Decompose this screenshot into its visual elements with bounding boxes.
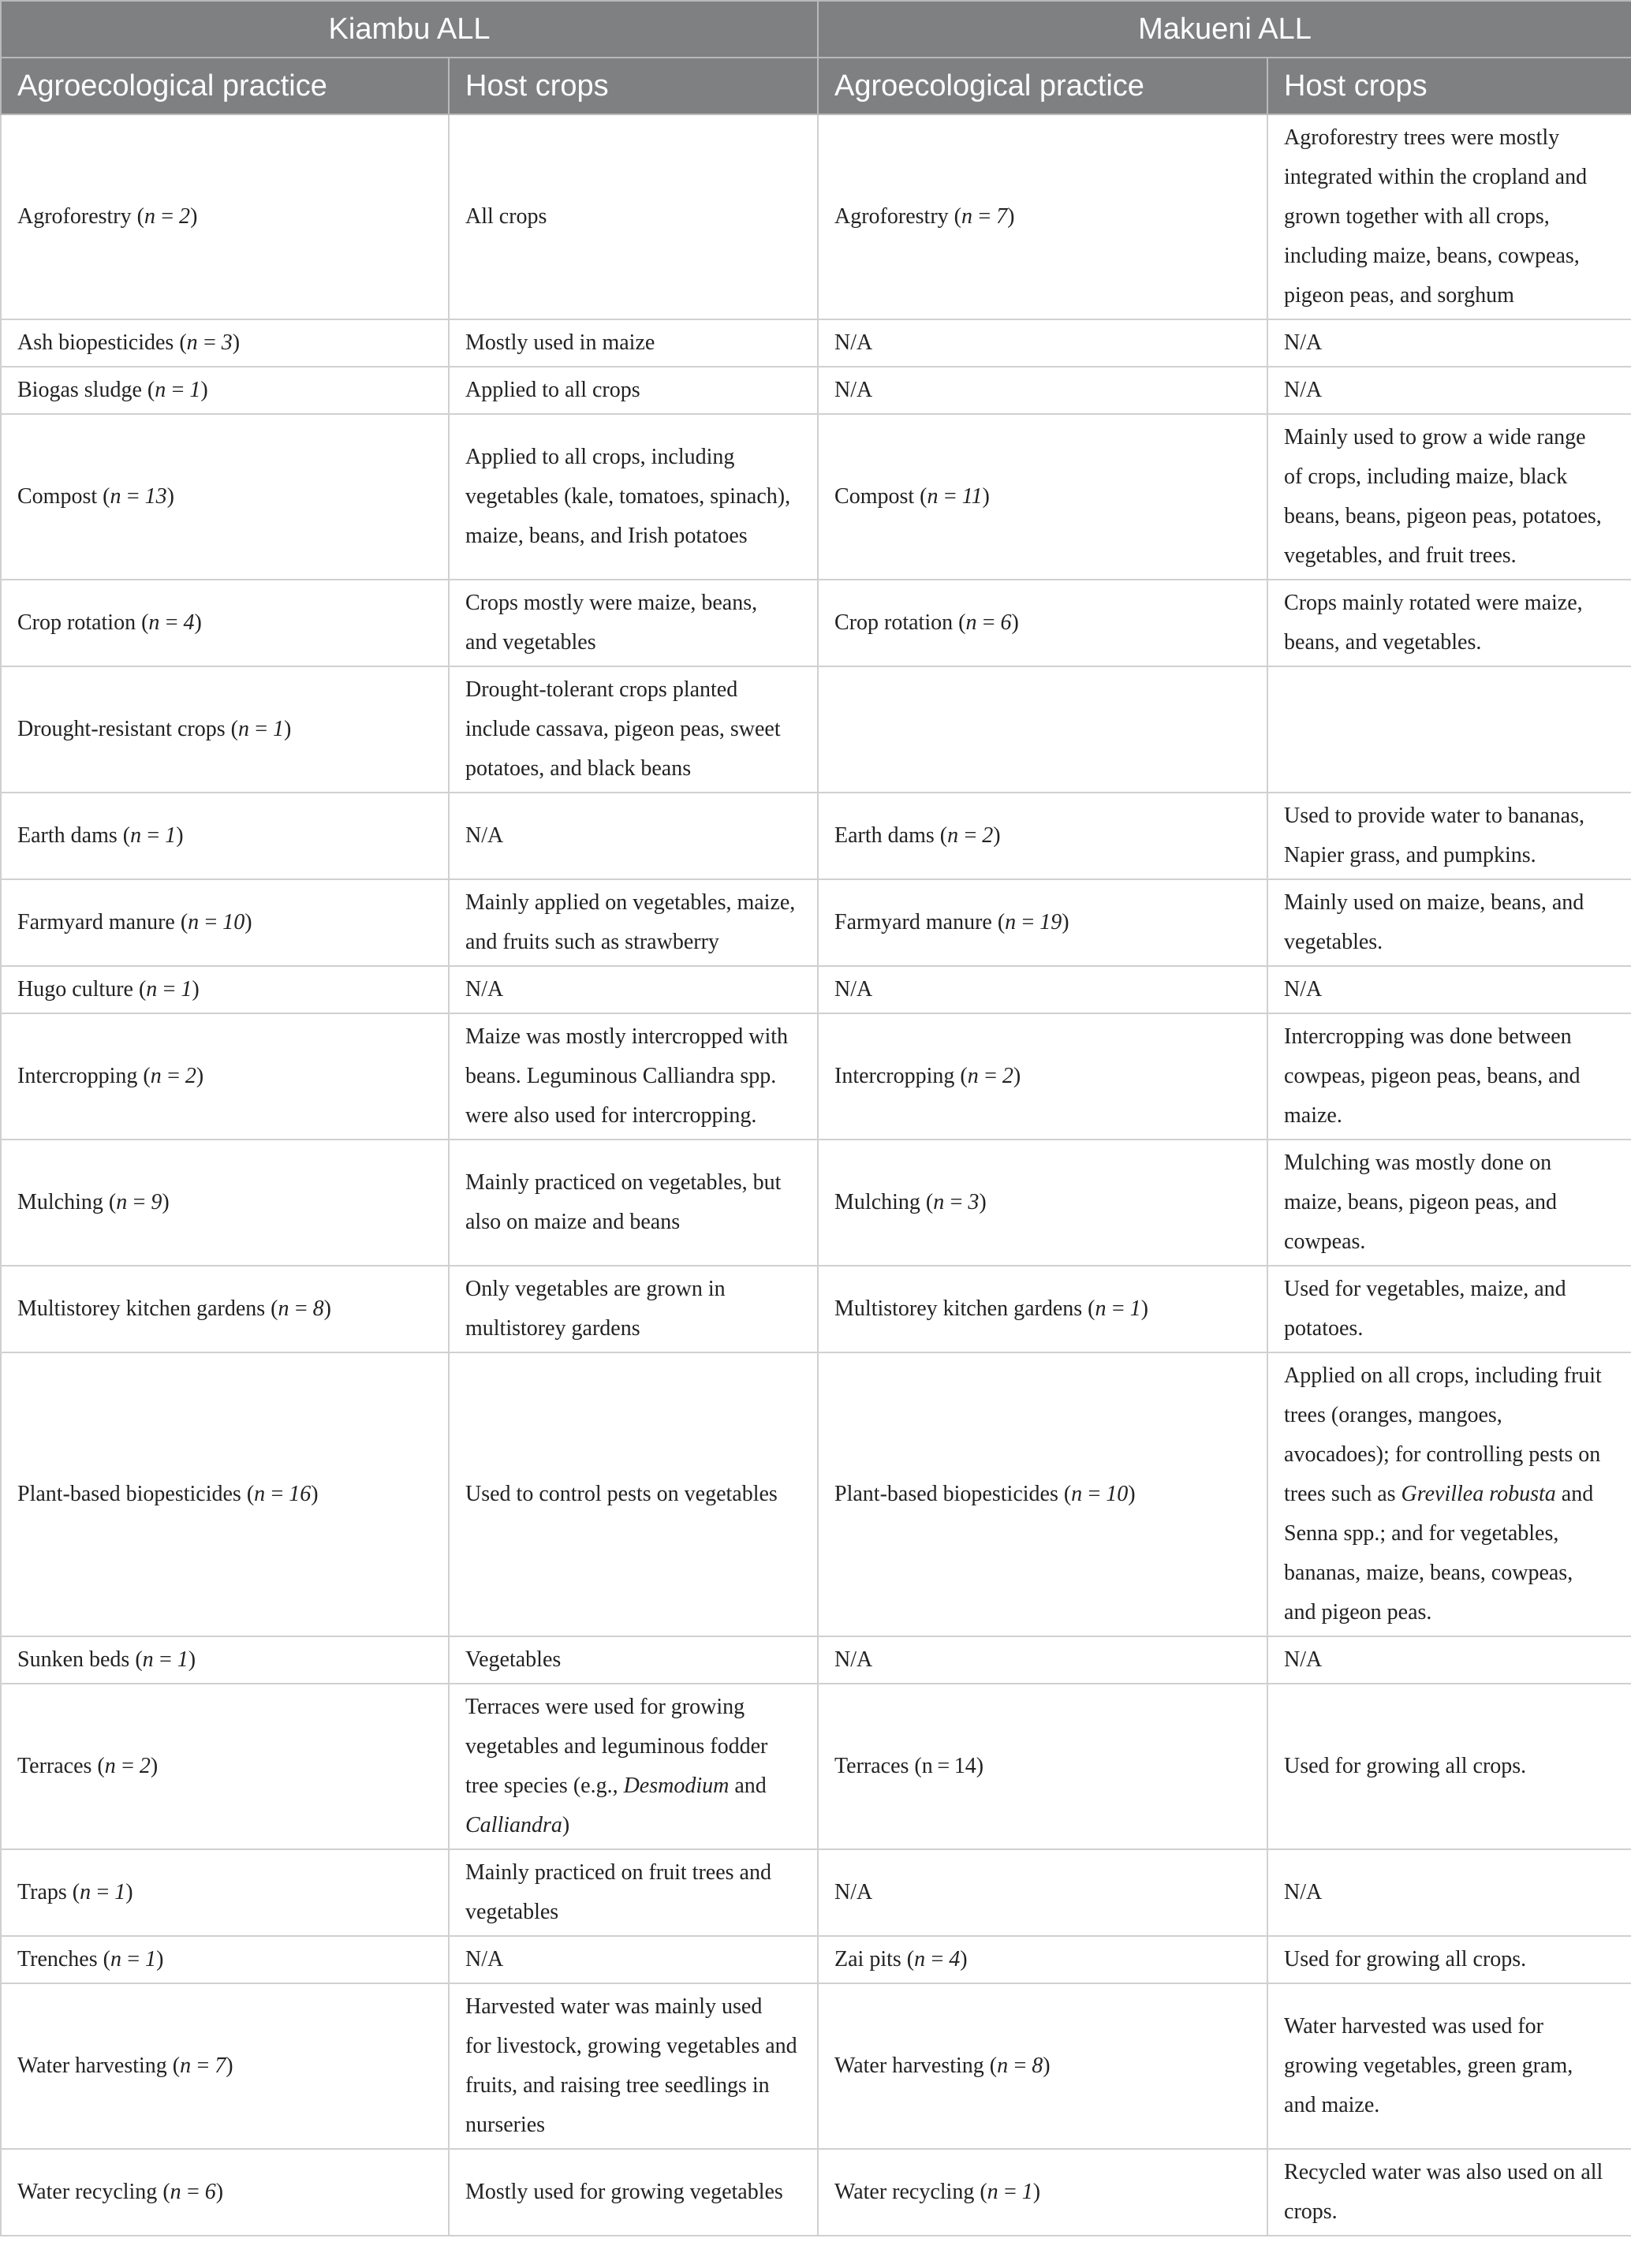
kiambu-sample-size: n = 3 [186,330,233,355]
makueni-crops-line: Used for vegetables, maize, and [1284,1277,1566,1301]
makueni-practice-cell: Crop rotation (n = 6) [818,580,1267,666]
kiambu-sample-size: n = 9 [116,1190,162,1214]
table-row [1,1936,1631,1983]
makueni-crops-cell [1267,1983,1631,2149]
kiambu-crops-cell [449,666,818,793]
makueni-sample-size: n = 7 [961,204,1008,229]
kiambu-practice-cell: Ash biopesticides (n = 3) [1,319,449,367]
makueni-practice-cell [818,319,1267,367]
makueni-crops-cell [1267,1684,1631,1849]
makueni-crops-line: Agroforestry trees were mostly [1284,125,1560,150]
kiambu-practice-name: Ash biopesticides [17,330,174,355]
kiambu-crops-line: Terraces were used for growing [465,1695,745,1719]
makueni-practice-name: Compost [834,484,915,509]
makueni-practice-cell: Plant-based biopesticides (n = 10) [818,1352,1267,1636]
makueni-crops-cell [1267,319,1631,367]
table-row [1,666,1631,793]
kiambu-crops-line: Mainly applied on vegetables, maize, [465,890,796,915]
kiambu-practice-name: Hugo culture [17,977,133,1002]
table-row [1,793,1631,879]
makueni-crops-line: Recycled water was also used on all [1284,2160,1603,2184]
makueni-crops-cell [1267,1266,1631,1352]
table-row [1,1849,1631,1936]
kiambu-sample-size: n = 16 [254,1482,312,1506]
kiambu-practice-name: Crop rotation [17,610,136,635]
makueni-crops-cell [1267,1849,1631,1936]
makueni-practice-cell: Water harvesting (n = 8) [818,1983,1267,2149]
makueni-practice-cell: Multistorey kitchen gardens (n = 1) [818,1266,1267,1352]
kiambu-sample-size: n = 2 [150,1064,196,1088]
makueni-practice-name: Farmyard manure [834,910,992,934]
makueni-practice-name: Earth dams [834,823,935,848]
kiambu-practice-cell: Drought-resistant crops (n = 1) [1,666,449,793]
makueni-crops-cell [1267,1352,1631,1636]
table-row [1,367,1631,414]
makueni-sample-size: n = 10 [1071,1482,1129,1506]
kiambu-practice-cell: Intercropping (n = 2) [1,1013,449,1140]
kiambu-crops-cell [449,1983,818,2149]
kiambu-crops-cell [449,879,818,966]
kiambu-practice-name: Farmyard manure [17,910,175,934]
makueni-sample-size: n = 8 [997,2054,1043,2078]
makueni-sample-size: n = 3 [933,1190,980,1214]
makueni-practice-name: Intercropping [834,1064,955,1088]
makueni-crops-line: beans, beans, pigeon peas, potatoes, [1284,504,1602,528]
kiambu-practice-cell: Terraces (n = 2) [1,1684,449,1849]
makueni-crops-line: Mainly used to grow a wide range [1284,425,1586,449]
kiambu-practice-cell: Water recycling (n = 6) [1,2149,449,2236]
kiambu-crops-line: nurseries [465,2113,546,2137]
kiambu-crops-line: fruits, and raising tree seedlings in [465,2073,770,2098]
makueni-crops-line: integrated within the cropland and [1284,165,1588,189]
kiambu-practice-name: Drought-resistant crops [17,717,226,741]
makueni-crops-cell [1267,367,1631,414]
makueni-crops-cell [1267,1140,1631,1266]
kiambu-practice-cell: Trenches (n = 1) [1,1936,449,1983]
kiambu-crops-line: include cassava, pigeon peas, sweet [465,717,781,741]
kiambu-crops-cell [449,793,818,879]
kiambu-crops-cell [449,319,818,367]
kiambu-sample-size: n = 2 [144,204,191,229]
makueni-crops-line: Intercropping was done between [1284,1024,1572,1049]
kiambu-crops-line: Mainly practiced on fruit trees and [465,1860,771,1885]
makueni-crops-line: bananas, maize, beans, cowpeas, [1284,1561,1573,1585]
makueni-sample-size: n = 1 [987,2180,1033,2204]
kiambu-practice-name: Intercropping [17,1064,138,1088]
kiambu-crops-line: Applied to all crops, including [465,445,735,469]
makueni-crops-cell [1267,580,1631,666]
makueni-crops-line: potatoes. [1284,1316,1364,1341]
kiambu-sample-size: n = 1 [110,1947,157,1971]
kiambu-crops-line: All crops [465,204,547,229]
makueni-crops-line: maize. [1284,1103,1342,1128]
kiambu-crops-cell [449,580,818,666]
makueni-practice-cell: Mulching (n = 3) [818,1140,1267,1266]
table-row [1,2149,1631,2236]
kiambu-crops-line: vegetables (kale, tomatoes, spinach), [465,484,791,509]
makueni-crops-cell [1267,2149,1631,2236]
header-column-row [1,58,1631,114]
kiambu-sample-size: n = 1 [237,717,285,741]
makueni-practice-cell [818,1849,1267,1936]
table-row [1,1013,1631,1140]
kiambu-sample-size: n = 10 [188,910,245,934]
kiambu-practice-name: Multistorey kitchen gardens [17,1296,266,1321]
makueni-practice-name: N/A [834,977,873,1002]
kiambu-practice-name: Earth dams [17,823,118,848]
kiambu-practice-cell: Multistorey kitchen gardens (n = 8) [1,1266,449,1352]
kiambu-crops-line: N/A [465,1947,504,1971]
makueni-crops-line: Senna spp.; and for vegetables, [1284,1521,1559,1546]
makueni-practice-name: Mulching [834,1190,920,1214]
kiambu-sample-size: n = 1 [155,378,201,402]
kiambu-crops-line: Maize was mostly intercropped with [465,1024,789,1049]
makueni-practice-cell: Earth dams (n = 2) [818,793,1267,879]
kiambu-crops-line: tree species (e.g., Desmodium and [465,1774,767,1798]
makueni-sample-size: n = 6 [965,610,1012,635]
kiambu-group-header: Kiambu ALL [1,1,818,58]
kiambu-practice-name: Water harvesting [17,2054,167,2078]
makueni-crops-cell [1267,1936,1631,1983]
makueni-practice-name: N/A [834,1880,873,1904]
makueni-crops-line: beans, and vegetables. [1284,630,1482,655]
makueni-practice-name: Crop rotation [834,610,954,635]
kiambu-practice-cell: Biogas sludge (n = 1) [1,367,449,414]
kiambu-crops-line: Mostly used for growing vegetables [465,2180,783,2204]
makueni-crops-line: growing vegetables, green gram, [1284,2054,1573,2078]
makueni-crops-line: including maize, beans, cowpeas, [1284,244,1580,268]
makueni-sample-size: n = 2 [967,1064,1013,1088]
kiambu-sample-size: n = 13 [110,484,167,509]
makueni-practice-name: Water recycling [834,2180,975,2204]
kiambu-practice-name: Trenches [17,1947,98,1971]
makueni-practice-name: N/A [834,330,873,355]
kiambu-crops-cell [449,114,818,319]
makueni-crops-cell [1267,793,1631,879]
kiambu-practice-cell: Mulching (n = 9) [1,1140,449,1266]
kiambu-crops-cell [449,1849,818,1936]
makueni-crops-line: pigeon peas, and sorghum [1284,283,1514,308]
makueni-crops-line: grown together with all crops, [1284,204,1550,229]
kiambu-practice-cell: Agroforestry (n = 2) [1,114,449,319]
makueni-crops-line: and maize. [1284,2093,1380,2117]
makueni-crops-line: crops. [1284,2199,1338,2224]
makueni-crops-line: Used for growing all crops. [1284,1754,1527,1778]
makueni-crops-line: Used for growing all crops. [1284,1947,1527,1971]
makueni-practice-cell [818,367,1267,414]
table-body [1,114,1631,2236]
kiambu-practice-cell: Hugo culture (n = 1) [1,966,449,1013]
kiambu-practice-cell: Water harvesting (n = 7) [1,1983,449,2149]
kiambu-practice-cell: Plant-based biopesticides (n = 16) [1,1352,449,1636]
kiambu-practice-name: Compost [17,484,98,509]
kiambu-crops-line: vegetables [465,1900,559,1924]
table-row [1,966,1631,1013]
kiambu-practice-cell: Traps (n = 1) [1,1849,449,1936]
makueni-practice-name: N/A [834,378,873,402]
kiambu-sample-size: n = 1 [142,1647,188,1672]
makueni-crops-line: cowpeas, pigeon peas, beans, and [1284,1064,1581,1088]
kiambu-crops-line: were also used for intercropping. [465,1103,757,1128]
table-row [1,1684,1631,1849]
kiambu-crops-line: Applied to all crops [465,378,640,402]
kiambu-crops-cell [449,1266,818,1352]
kiambu-practice-name: Biogas sludge [17,378,142,402]
kiambu-practice-name: Agroforestry [17,204,132,229]
makueni-practice-name: Multistorey kitchen gardens [834,1296,1083,1321]
table-row [1,414,1631,580]
kiambu-sample-size: n = 6 [170,2180,216,2204]
kiambu-crops-line: N/A [465,823,504,848]
kiambu-crops-cell [449,1140,818,1266]
kiambu-crops-line: Only vegetables are grown in [465,1277,726,1301]
makueni-crops-cell [1267,666,1631,793]
header-group-row [1,1,1631,58]
makueni-sample-size: n = 1 [1095,1296,1141,1321]
makueni-practice-cell: Water recycling (n = 1) [818,2149,1267,2236]
kiambu-practice-name: Traps [17,1880,67,1904]
makueni-crops-line: vegetables. [1284,930,1383,954]
kiambu-sample-size: n = 8 [278,1296,324,1321]
makueni-practice-name: Zai pits [834,1947,901,1971]
kiambu-crops-line: Mostly used in maize [465,330,655,355]
kiambu-crops-line: vegetables and leguminous fodder [465,1734,768,1759]
kiambu-crops-line: for livestock, growing vegetables and [465,2034,797,2058]
makueni-crops-cell [1267,879,1631,966]
makueni-crops-line: trees (oranges, mangoes, [1284,1403,1502,1427]
kiambu-crops-line: N/A [465,977,504,1002]
makueni-practice-header: Agroecological practice [818,58,1267,114]
makueni-crops-line: cowpeas. [1284,1229,1366,1254]
makueni-crops-header: Host crops [1267,58,1631,114]
kiambu-crops-line: also on maize and beans [465,1210,681,1234]
kiambu-practice-cell: Earth dams (n = 1) [1,793,449,879]
makueni-practice-name: Agroforestry [834,204,949,229]
kiambu-practice-header: Agroecological practice [1,58,449,114]
kiambu-sample-size: n = 4 [148,610,195,635]
makueni-crops-line: Napier grass, and pumpkins. [1284,843,1536,867]
kiambu-crops-cell [449,2149,818,2236]
makueni-crops-cell [1267,966,1631,1013]
kiambu-practice-cell: Sunken beds (n = 1) [1,1636,449,1684]
table-row [1,1352,1631,1636]
kiambu-crops-cell [449,1352,818,1636]
makueni-crops-line: avocadoes); for controlling pests on [1284,1442,1601,1467]
makueni-practice-cell: Agroforestry (n = 7) [818,114,1267,319]
table-row [1,879,1631,966]
kiambu-crops-line: beans. Leguminous Calliandra spp. [465,1064,777,1088]
makueni-crops-cell [1267,1636,1631,1684]
makueni-practice-name: Terraces (n = 14) [834,1754,984,1778]
makueni-crops-cell [1267,1013,1631,1140]
makueni-group-header: Makueni ALL [818,1,1631,58]
makueni-crops-line: Mulching was mostly done on [1284,1151,1552,1175]
makueni-crops-line: N/A [1284,1880,1323,1904]
makueni-crops-line: vegetables, and fruit trees. [1284,543,1517,568]
table-row [1,114,1631,319]
makueni-practice-name: Plant-based biopesticides [834,1482,1058,1506]
kiambu-crops-header: Host crops [449,58,818,114]
kiambu-crops-cell [449,966,818,1013]
makueni-crops-line: Mainly used on maize, beans, and [1284,890,1584,915]
makueni-crops-line: trees such as Grevillea robusta and [1284,1482,1594,1506]
kiambu-crops-line: Crops mostly were maize, beans, [465,591,758,615]
makueni-crops-line: N/A [1284,378,1323,402]
makueni-crops-line: N/A [1284,1647,1323,1672]
makueni-crops-line: N/A [1284,977,1323,1002]
makueni-crops-cell [1267,114,1631,319]
kiambu-crops-cell [449,1936,818,1983]
makueni-practice-cell: Intercropping (n = 2) [818,1013,1267,1140]
kiambu-sample-size: n = 7 [180,2054,226,2078]
makueni-practice-cell [818,1684,1267,1849]
makueni-crops-line: Used to provide water to bananas, [1284,804,1585,828]
makueni-practice-cell [818,666,1267,793]
makueni-crops-line: Crops mainly rotated were maize, [1284,591,1583,615]
makueni-sample-size: n = 11 [927,484,983,509]
kiambu-crops-line: Used to control pests on vegetables [465,1482,778,1506]
kiambu-sample-size: n = 1 [80,1880,126,1904]
kiambu-crops-line: Harvested water was mainly used [465,1994,763,2019]
makueni-crops-line: N/A [1284,330,1323,355]
kiambu-crops-line: Calliandra) [465,1813,570,1837]
kiambu-crops-line: maize, beans, and Irish potatoes [465,524,748,548]
kiambu-practice-name: Sunken beds [17,1647,130,1672]
makueni-crops-line: Water harvested was used for [1284,2014,1543,2039]
kiambu-crops-cell [449,1684,818,1849]
makueni-crops-cell [1267,414,1631,580]
kiambu-practice-name: Mulching [17,1190,103,1214]
makueni-crops-line: maize, beans, pigeon peas, and [1284,1190,1557,1214]
makueni-sample-size: n = 2 [947,823,994,848]
kiambu-crops-cell [449,1636,818,1684]
table-row [1,1140,1631,1266]
kiambu-practice-name: Terraces [17,1754,92,1778]
kiambu-practice-cell: Crop rotation (n = 4) [1,580,449,666]
kiambu-crops-line: and vegetables [465,630,596,655]
makueni-crops-line: of crops, including maize, black [1284,464,1568,489]
kiambu-crops-cell [449,367,818,414]
makueni-practice-name: Water harvesting [834,2054,984,2078]
kiambu-crops-line: multistorey gardens [465,1316,640,1341]
table-header [1,1,1631,114]
table-row [1,1636,1631,1684]
makueni-sample-size: n = 19 [1005,910,1062,934]
kiambu-sample-size: n = 1 [146,977,192,1002]
makueni-practice-cell: Compost (n = 11) [818,414,1267,580]
makueni-crops-line: Applied on all crops, including fruit [1284,1363,1602,1388]
kiambu-sample-size: n = 2 [104,1754,151,1778]
table-row [1,319,1631,367]
kiambu-crops-line: and fruits such as strawberry [465,930,719,954]
makueni-practice-cell: Zai pits (n = 4) [818,1936,1267,1983]
table-row [1,1983,1631,2149]
kiambu-crops-line: Drought-tolerant crops planted [465,677,738,702]
kiambu-crops-line: potatoes, and black beans [465,756,692,781]
kiambu-sample-size: n = 1 [130,823,177,848]
kiambu-practice-cell: Compost (n = 13) [1,414,449,580]
makueni-practice-cell: Farmyard manure (n = 19) [818,879,1267,966]
kiambu-crops-cell [449,1013,818,1140]
kiambu-crops-cell [449,414,818,580]
makueni-practice-name: N/A [834,1647,873,1672]
kiambu-crops-line: Mainly practiced on vegetables, but [465,1170,782,1195]
makueni-crops-line: and pigeon peas. [1284,1600,1432,1625]
kiambu-practice-cell: Farmyard manure (n = 10) [1,879,449,966]
makueni-sample-size: n = 4 [914,1947,961,1971]
kiambu-practice-name: Plant-based biopesticides [17,1482,241,1506]
kiambu-practice-name: Water recycling [17,2180,158,2204]
makueni-practice-cell [818,966,1267,1013]
table-row [1,1266,1631,1352]
table-row [1,580,1631,666]
makueni-practice-cell [818,1636,1267,1684]
kiambu-crops-line: Vegetables [465,1647,562,1672]
